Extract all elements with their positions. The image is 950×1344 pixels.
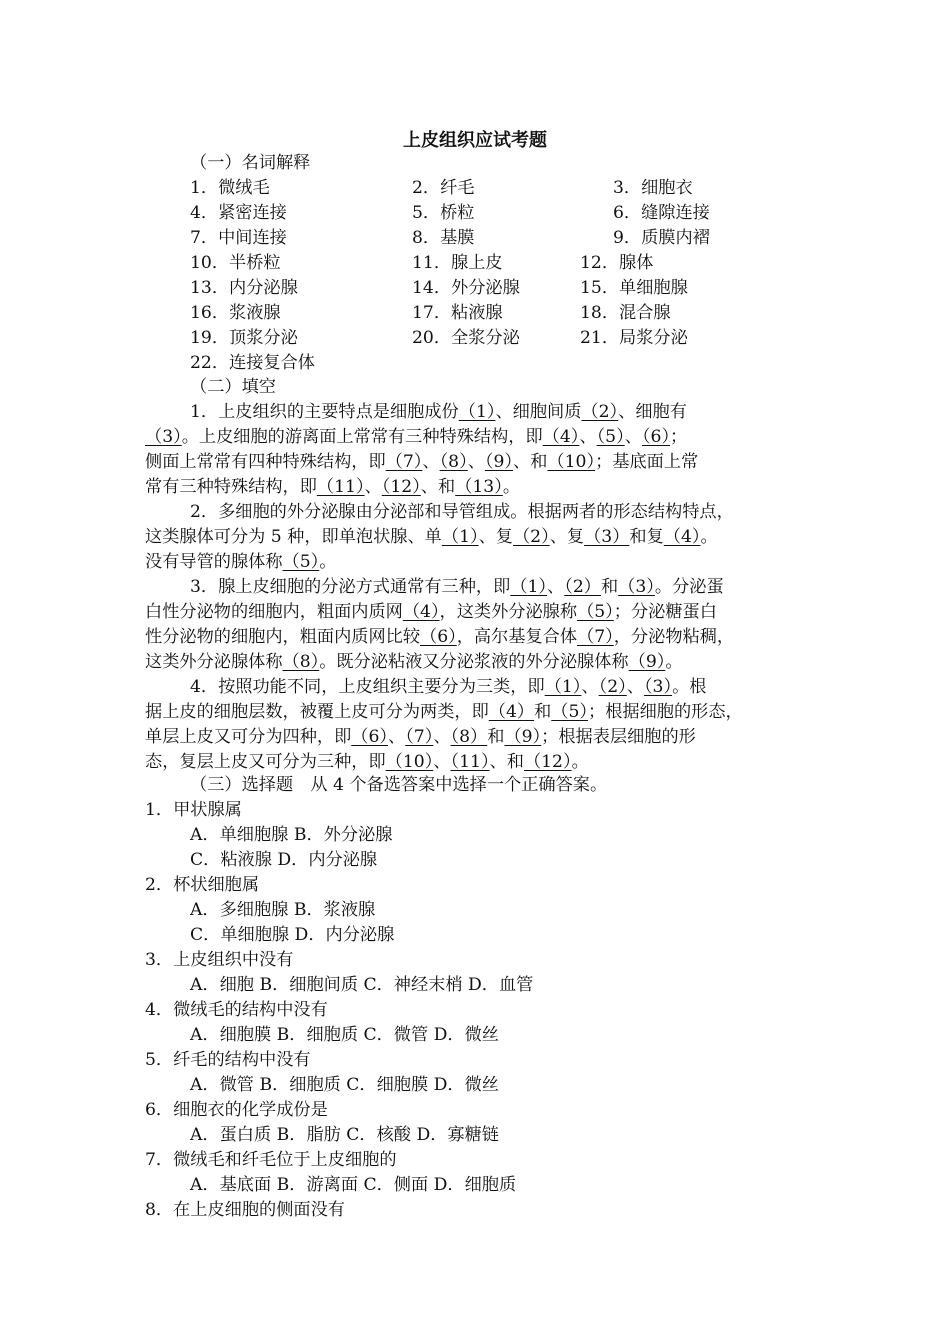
fill-line (145, 725, 696, 750)
term-item: 4．紧密连接 (190, 203, 287, 223)
fill-text: 、 (364, 477, 382, 497)
blank: （3） (584, 527, 630, 547)
blank: （3） (643, 677, 673, 697)
fill-text: 态，复层上皮又可分为三种，即 (145, 752, 386, 772)
fill-text: 3．腺上皮细胞的分泌方式通常有三种，即 (190, 577, 511, 597)
fill-text: 、复 (549, 527, 585, 547)
blank: （10） (385, 752, 434, 772)
fill-text: 和 (487, 727, 505, 747)
blank: （13） (455, 477, 503, 497)
fill-text: 单层上皮又可分为四种，即 (145, 727, 352, 747)
term-item: 18．混合腺 (580, 303, 671, 323)
blank: （9） (628, 652, 666, 672)
fill-text: 。 (502, 477, 521, 497)
term-item: 7．中间连接 (190, 228, 287, 248)
document-title: 上皮组织应试考题 (403, 130, 547, 151)
fill-text: ；基底面上常 (595, 452, 699, 472)
fill-text: 。既分泌粘液又分泌浆液的外分泌腺体称 (319, 652, 629, 672)
blank: （6） (420, 627, 457, 647)
blank: （2） (598, 677, 627, 697)
fill-text: 常有三种特殊结构，即 (145, 477, 317, 497)
fill-text: ，分泌物粘稠， (613, 627, 735, 647)
section-heading-fill: （二）填空 (190, 377, 276, 397)
fill-text: 、细胞有 (618, 402, 687, 422)
blank: （6） (351, 727, 388, 747)
term-item: 11．腺上皮 (412, 253, 503, 273)
term-item: 8．基膜 (412, 228, 475, 248)
answer-options: C．粘液腺 D．内分泌腺 (190, 850, 378, 870)
fill-line (145, 600, 717, 625)
answer-options: A．蛋白质 B．脂肪 C．核酸 D．寡糖链 (190, 1125, 499, 1145)
fill-text: 性分泌物的细胞内，粗面内质网比较 (145, 627, 421, 647)
blank: （12） (523, 752, 572, 772)
fill-text: 4．按照功能不同，上皮组织主要分为三类，即 (190, 677, 545, 697)
blank: （2） (564, 577, 601, 597)
blank: （7） (405, 727, 434, 747)
fill-text: ，这类外分泌腺称 (439, 602, 578, 622)
fill-text: 。上皮细胞的游离面上常常有三种特殊结构，即 (181, 427, 543, 447)
term-item: 1．微绒毛 (190, 178, 270, 198)
term-item: 13．内分泌腺 (190, 278, 298, 298)
term-item: 17．粘液腺 (412, 303, 503, 323)
fill-text: 、 (422, 452, 440, 472)
fill-text: 。 (665, 652, 683, 672)
blank: （7） (577, 627, 614, 647)
blank: （4） (402, 602, 440, 622)
blank: （6） (641, 427, 671, 447)
answer-options: A．微管 B．细胞质 C．细胞膜 D．微丝 (190, 1075, 499, 1095)
blank: （7） (385, 452, 423, 472)
fill-text: 。 (571, 752, 589, 772)
blank: （2） (581, 402, 619, 422)
term-item: 12．腺体 (580, 253, 654, 273)
fill-line (145, 550, 336, 575)
fill-line (190, 500, 734, 525)
fill-text: 、 (547, 577, 565, 597)
question-stem: 7．微绒毛和纤毛位于上皮细胞的 (145, 1150, 397, 1170)
fill-text: 这类腺体可分为 5 种，即单泡状腺、单 (145, 527, 442, 547)
fill-text: 这类外分泌腺体称 (145, 652, 283, 672)
fill-text: 没有导管的腺体称 (145, 552, 283, 572)
section-heading-choice: （三）选择题 从 4 个备选答案中选择一个正确答案。 (190, 775, 608, 795)
question-stem: 5．纤毛的结构中没有 (145, 1050, 311, 1070)
fill-line (145, 525, 718, 550)
fill-text: 、和 (489, 752, 524, 772)
question-stem: 6．细胞衣的化学成份是 (145, 1100, 328, 1120)
answer-options: A．单细胞腺 B．外分泌腺 (190, 825, 393, 845)
fill-text: 。 (319, 552, 337, 572)
term-item: 21．局浆分泌 (580, 328, 688, 348)
term-item: 5．桥粒 (412, 203, 475, 223)
blank: （9） (504, 727, 542, 747)
answer-options: A．基底面 B．游离面 C．侧面 D．细胞质 (190, 1175, 517, 1195)
blank: （5） (551, 702, 588, 722)
term-item: 9．质膜内褶 (613, 228, 710, 248)
fill-text: 。 (700, 527, 718, 547)
fill-text: ； (670, 427, 688, 447)
blank: （11） (450, 752, 490, 772)
fill-text: 、 (433, 752, 451, 772)
question-stem: 3．上皮组织中没有 (145, 950, 294, 970)
fill-text: 、复 (478, 527, 513, 547)
question-stem: 8．在上皮细胞的侧面没有 (145, 1200, 345, 1220)
fill-text: 、和 (513, 452, 548, 472)
fill-text: 和复 (629, 527, 664, 547)
term-item: 2．纤毛 (412, 178, 475, 198)
fill-text: 、 (579, 427, 597, 447)
fill-text: 据上皮的细胞层数，被覆上皮可分为两类，即 (145, 702, 489, 722)
blank: （11） (316, 477, 365, 497)
blank: （3） (145, 427, 182, 447)
answer-options: A．细胞膜 B．细胞质 C．微管 D．微丝 (190, 1025, 499, 1045)
fill-text: 1．上皮组织的主要特点是细胞成份 (190, 402, 459, 422)
fill-text: ，高尔基复合体 (456, 627, 578, 647)
blank: （12） (381, 477, 421, 497)
fill-text: 。分泌蛋 (654, 577, 724, 597)
blank: （5） (577, 602, 614, 622)
blank: （8） (282, 652, 320, 672)
fill-line (145, 750, 589, 775)
blank: （5） (596, 427, 625, 447)
fill-text: 、和 (420, 477, 456, 497)
blank: （10） (547, 452, 596, 472)
blank: （8） (439, 452, 468, 472)
term-item: 10．半桥粒 (190, 253, 281, 273)
term-item: 22．连接复合体 (190, 353, 315, 373)
term-item: 3．细胞衣 (613, 178, 693, 198)
question-stem: 1．甲状腺属 (145, 800, 242, 820)
blank: （3） (618, 577, 655, 597)
fill-text: 、 (626, 677, 644, 697)
blank: （4） (663, 527, 701, 547)
fill-text: 。根 (672, 677, 707, 697)
section-heading-terms: （一）名词解释 (190, 153, 311, 173)
term-item: 14．外分泌腺 (412, 278, 520, 298)
blank: （9） (484, 452, 514, 472)
fill-text: 、 (624, 427, 642, 447)
answer-options: A．细胞 B．细胞间质 C．神经末梢 D．血管 (190, 975, 534, 995)
blank: （1） (510, 577, 548, 597)
fill-text: ；根据表层细胞的形 (541, 727, 696, 747)
fill-line (145, 425, 687, 450)
fill-text: 、 (467, 452, 485, 472)
fill-text: ；根据细胞的形态， (588, 702, 743, 722)
fill-line (145, 650, 683, 675)
answer-options: C．单细胞腺 D．内分泌腺 (190, 925, 395, 945)
term-item: 20．全浆分泌 (412, 328, 520, 348)
blank: （4） (488, 702, 535, 722)
answer-options: A．多细胞腺 B．浆液腺 (190, 900, 376, 920)
fill-line (190, 400, 687, 425)
fill-text: ；分泌糖蛋白 (613, 602, 717, 622)
fill-text: 、 (387, 727, 406, 747)
fill-text: 、 (581, 677, 599, 697)
blank: （1） (544, 677, 582, 697)
blank: （1） (458, 402, 496, 422)
blank: （1） (441, 527, 479, 547)
fill-text: 白性分泌物的细胞内，粗面内质网 (145, 602, 403, 622)
fill-line (190, 675, 706, 700)
blank: （4） (542, 427, 580, 447)
fill-line (145, 475, 520, 500)
question-stem: 2．杯状细胞属 (145, 875, 260, 895)
term-item: 19．顶浆分泌 (190, 328, 298, 348)
fill-line (145, 700, 743, 725)
question-stem: 4．微绒毛的结构中没有 (145, 1000, 328, 1020)
blank: （2） (512, 527, 550, 547)
fill-text: 侧面上常常有四种特殊结构，即 (145, 452, 386, 472)
fill-line (145, 450, 698, 475)
blank: （5） (282, 552, 320, 572)
fill-line (145, 625, 734, 650)
term-item: 6．缝隙连接 (613, 203, 710, 223)
blank: （8） (450, 727, 488, 747)
fill-text: 和 (600, 577, 619, 597)
fill-text: 2．多细胞的外分泌腺由分泌部和导管组成。根据两者的形态结构特点， (190, 502, 734, 522)
fill-line (190, 575, 724, 600)
fill-text: 、 (433, 727, 451, 747)
fill-text: 、细胞间质 (495, 402, 582, 422)
fill-text: 和 (534, 702, 552, 722)
term-item: 16．浆液腺 (190, 303, 281, 323)
term-item: 15．单细胞腺 (580, 278, 688, 298)
